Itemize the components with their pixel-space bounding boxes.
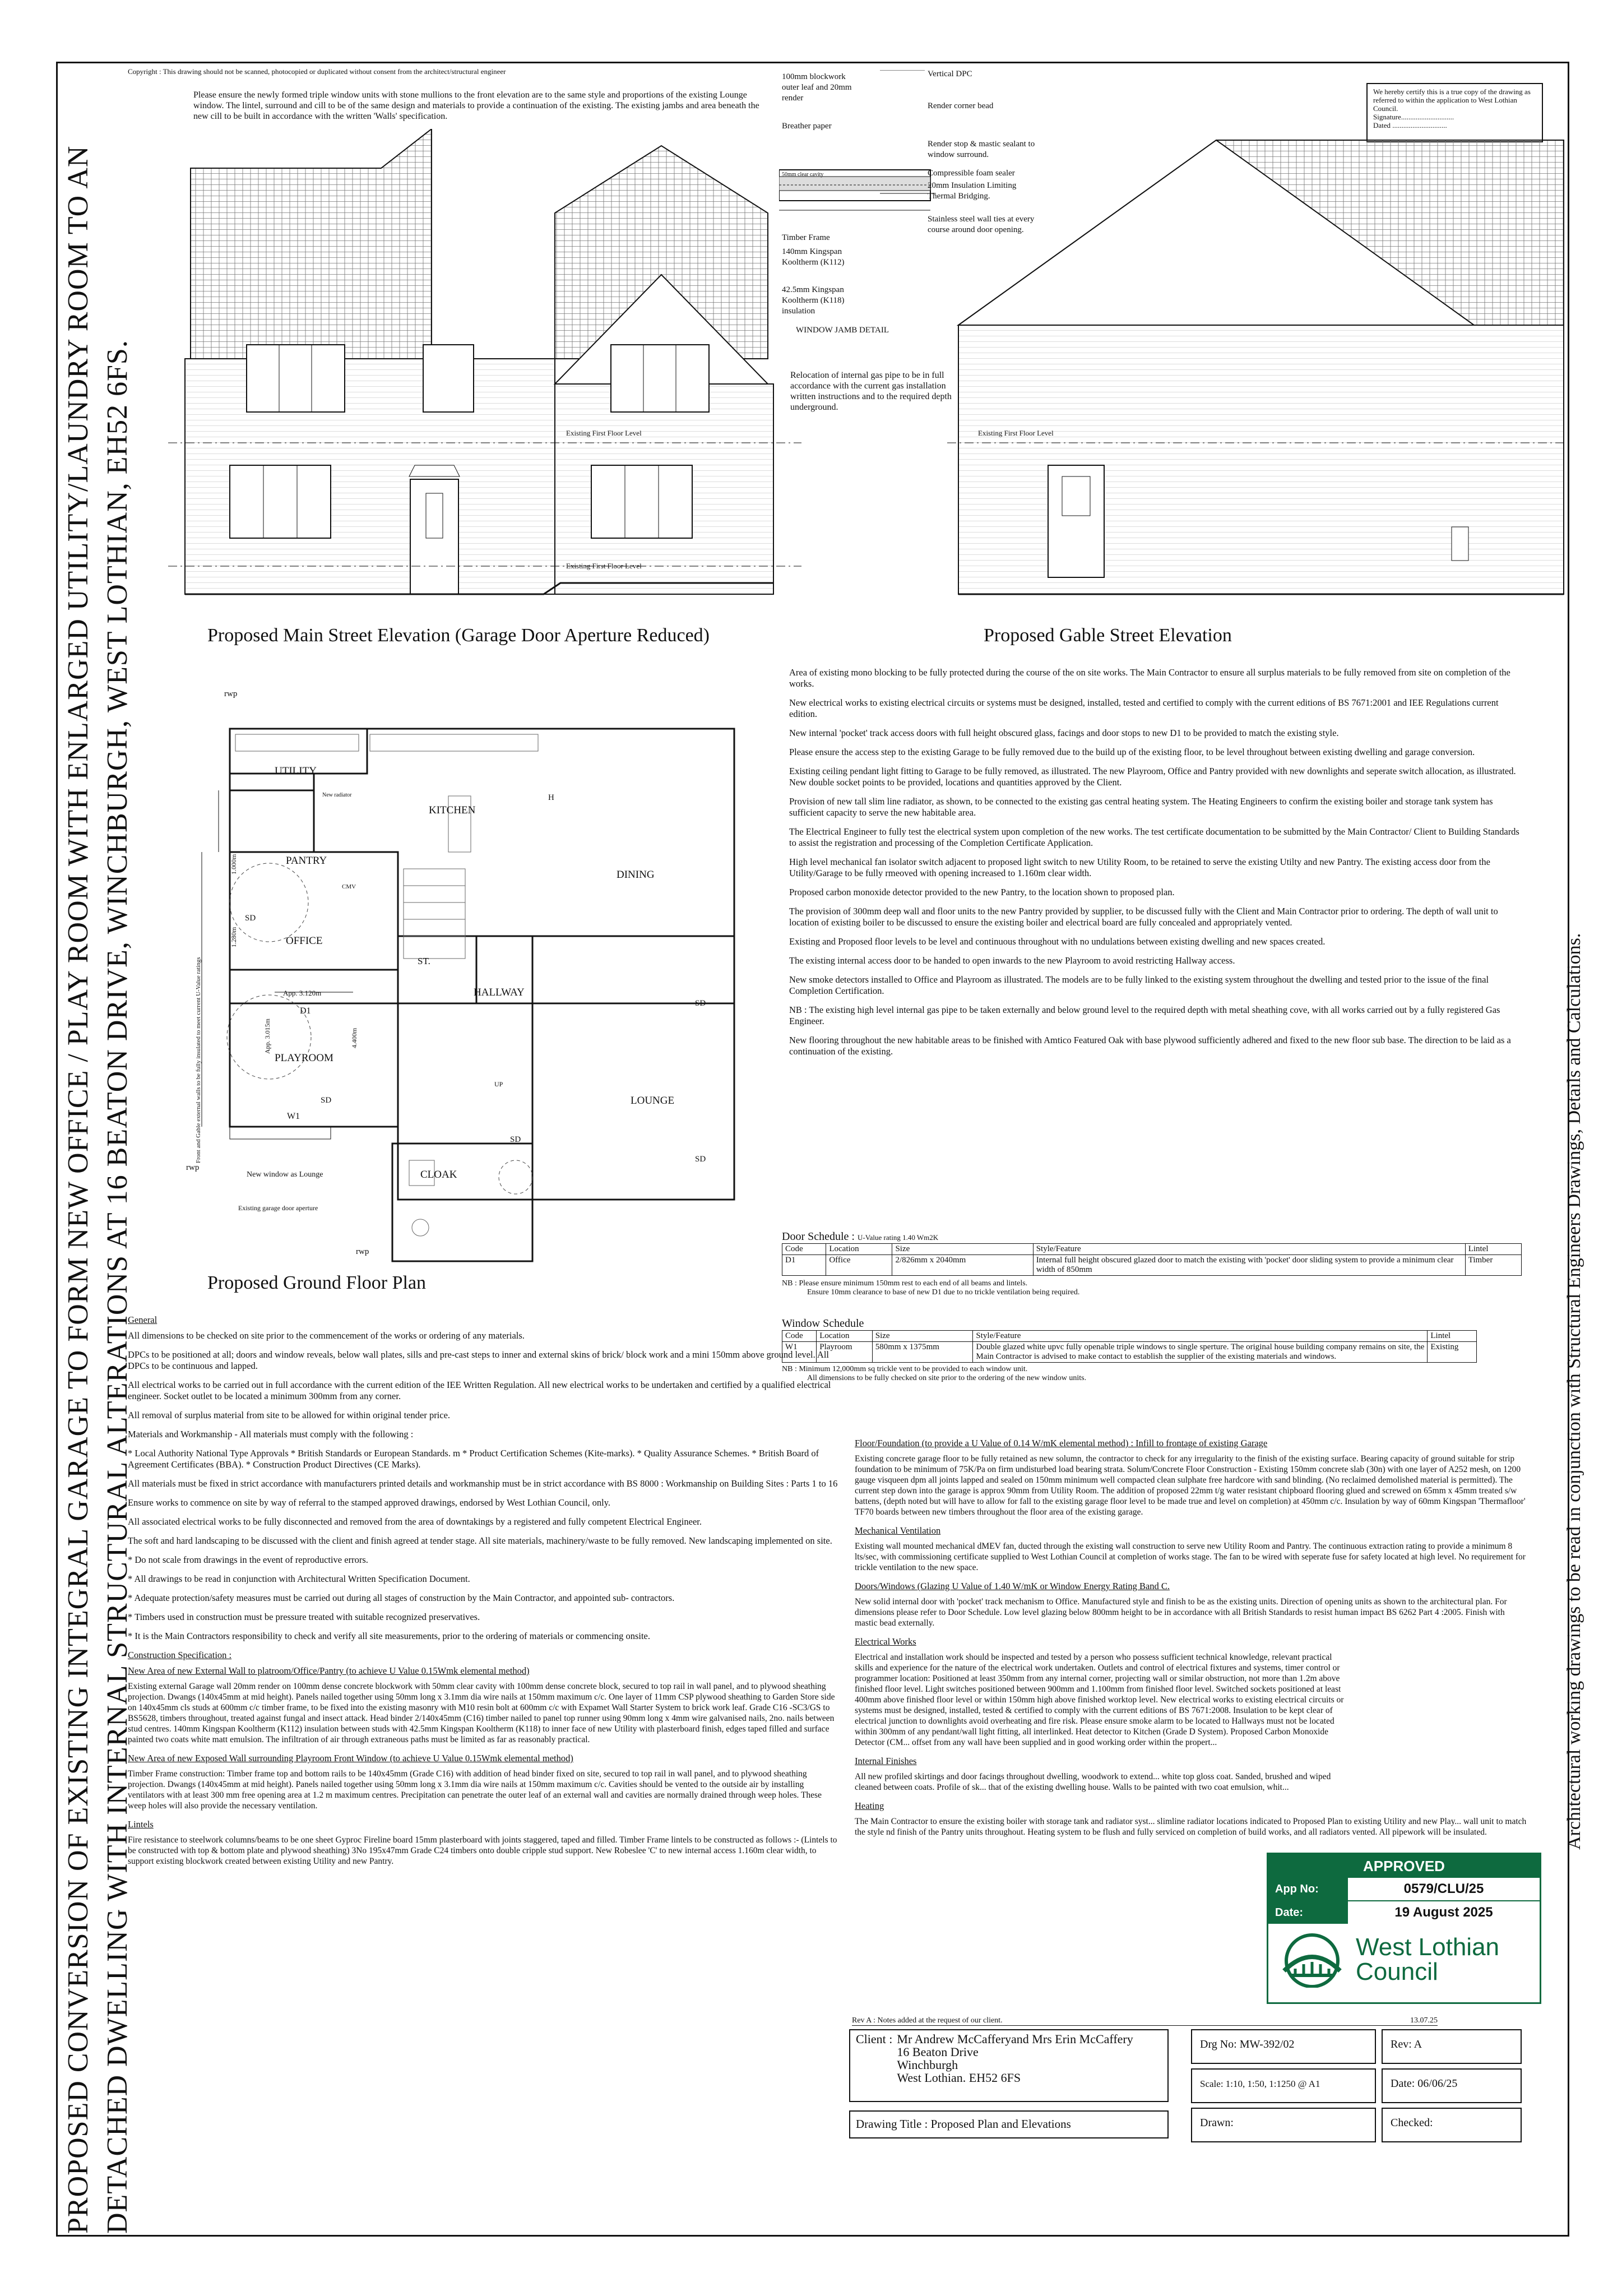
tag-rwp-top: rwp — [224, 689, 238, 698]
window-nb1: NB : Minimum 12,000mm sq trickle vent to be provided to each window unit. — [782, 1365, 1028, 1373]
tag-sd-lounge2: SD — [695, 1155, 706, 1164]
dim-office: 1.280m — [230, 927, 238, 947]
spec-finishes-text: All new profiled skirtings and door facings throughout dwelling, woodwork to extend... white top gloss coat. Sanded, brushed and wiped cleaned between coats. Profile of sk... that of the existing dwelling house. Walls to be painted with two coat emulsion, whit... — [855, 1772, 1331, 1792]
tag-new-radiator: New radiator — [322, 792, 352, 798]
plan-title: Proposed Ground Floor Plan — [207, 1272, 427, 1293]
window-cell: 580mm x 1375mm — [872, 1342, 973, 1363]
date-box: Date: 06/06/25 — [1382, 2068, 1522, 2103]
client-name: Mr Andrew McCafferyand Mrs Erin McCaffery — [897, 2032, 1133, 2046]
tag-rwp-bottom: rwp — [356, 1247, 369, 1256]
tag-w1: W1 — [287, 1112, 300, 1121]
jamb-label-blockwork: 100mm blockwork outer leaf and 20mm render — [782, 72, 852, 103]
note-13: New smoke detectors installed to Office and Playroom as illustrated. The models are to be fully linked to the existing system throughout the dwelling and tested prior to the issue of the final Completion Certification. — [789, 974, 1489, 996]
note-14: NB : The existing high level internal gas pipe to be taken externally and below ground level to the required depth with metal sheathing cove, with all works carried out by a fully registered Gas Engineer. — [789, 1004, 1500, 1026]
checked-box: Checked: — [1382, 2108, 1522, 2142]
exposed-wall-text: Timber Frame construction: Timber frame top and bottom rails to be 140x45mm (Grade C16) with addition of head binder fixed on site, secured to top rail in wall panel, and to plywood sheathing projection. Dwangs (140x45mm at mid height). Panels nailed together using 50mm long x 3.1mm dia wire nails at 150mm maximum c/c. Cavities should be vented to the outside air by installing ventilators with at least 300 mm free opening area at 1.2 m maximum centres. Precipitation can penetrate the outer leaf of an external wall and cavities are normally drained through weep holes. These weep holes will also provide the necessary ventilation. — [128, 1769, 822, 1811]
external-wall-text: Existing external Garage wall 20mm render on 100mm dense concrete blockwork with 50mm clear cavity with 100mm dense concrete block, secured to top rail in wall panel, and to plywood sheathing projection. Dwangs (140x45mm at mid height). Panels nailed together using 50mm long x 3.1mm dia wire nails at 150mm maximum c/c. One layer of 11mm CSP plywood sheathing to Garden Store side on 140x45mm cls studs at 600mm c/c timber frame, to be fixed into the existing masonry with M10 resin bolt at 600mm c/c with Expamet Wall Starter System to brick work leaf. Grade C16 -SC3/GS to BS5628, timbers throughout, treated against fungal and insect attack. Head binder 2/140x45mm (C16) timber nailed to panel top runner using 90mm long x 4mm wire galvanised nails, 2no. nails between stud centres. 140mm Kingspan Kooltherm (K112) insulation between studs with 42.5mm Kingspan Kooltherm (K118) to inner face of new Utility with plasterboard finish, edges taped filled and surface painted two coats white matt emulsion. The infiltration of air through extraneous paths must be limited as far as reasonably practical. — [128, 1682, 835, 1744]
door-schedule-title: Door Schedule : — [782, 1230, 855, 1243]
general-13: * Adequate protection/safety measures must be carried out during all stages of construction by the Main Contractor, and appointed sub- contractors. — [128, 1593, 675, 1603]
note-9: Proposed carbon monoxide detector provided to the new Pantry, to the location shown to proposed plan. — [789, 887, 1175, 897]
door-col-lintel: Lintel — [1465, 1244, 1521, 1255]
drawn-box: Drawn: — [1191, 2108, 1376, 2142]
window-cell: W1 — [782, 1342, 817, 1363]
stamp-approved: APPROVED — [1268, 1854, 1540, 1878]
tag-sd-office: SD — [245, 914, 256, 923]
general-4: All removal of surplus material from site to be allowed for within original tender price. — [128, 1410, 451, 1420]
project-title-vertical: PROPOSED CONVERSION OF EXISTING INTEGRAL GARAGE TO FORM NEW OFFICE / PLAY ROOM WITH ENLARGED UTILITY/LAUNDRY ROOM TO AN DETACHED DWELLING WITH INTERNAL STRUCTURAL ALTERATIONS AT 16 BEATON DRIVE, WINCHBURGH, WEST LOTHIAN, EH52 6FS. — [62, 145, 133, 2234]
council-logo-icon — [1273, 1932, 1351, 1988]
level-label-upper: Existing First Floor Level — [566, 429, 642, 437]
spec-doors-text: New solid internal door with 'pocket' track mechanism to Office. Manufactured style and finish to be as the existing units. Direction of opening units as shown to the architectural plan. For dimensions please refer to Door Schedule. Low level glazing below 800mm height to be in accordance with all British Standards to resist human impact BS 6262 Part 4 :2005. Finish with mastic bead externally. — [855, 1597, 1507, 1628]
jamb-label-insulation: 20mm Insulation Limiting Thermal Bridging. — [928, 181, 1017, 201]
general-9: All associated electrical works to be fully disconnected and removed from the area of downtakings by a registered and fully competent Electrical Engineer. — [128, 1516, 702, 1527]
general-5: Materials and Workmanship - All materials must comply with the following : — [128, 1429, 414, 1439]
council-name-2: Council — [1356, 1958, 1438, 1985]
engineer-note-vertical: Architectural working drawings to be read in conjunction with Structural Engineers Drawings, Details and Calculations. — [1564, 933, 1584, 1850]
room-dining: DINING — [617, 869, 655, 881]
wall-insulation-note: Front and Gable external walls to be fully insulated to meet current U-Value ratings — [195, 957, 202, 1163]
note-2: New electrical works to existing electrical circuits or systems must be designed, installed, tested and certified to comply with the current editions of BS 7671:2001 and IEE Regulations current edition. — [789, 697, 1499, 719]
table-row — [782, 1255, 1522, 1276]
window-col-location: Location — [817, 1331, 873, 1342]
jamb-label-corner-bead: Render corner bead — [928, 101, 994, 110]
client-label: Client : — [856, 2032, 893, 2046]
spec-heating-text: The Main Contractor to ensure the existing boiler with storage tank and radiator syst... slimline radiator locations indicated to Proposed Plan to existing Utility and new Play... wall unit to match the style nd finish of the Pantry units throughout. Heating system to be flush and fully serviced on completion of build works, and all radiators vented. All pipework will be insulated. — [855, 1817, 1527, 1837]
window-nb2: All dimensions to be fully checked on site prior to the ordering of the new window units. — [807, 1374, 1087, 1382]
door-col-location: Location — [826, 1244, 892, 1255]
revision-line — [852, 2016, 1438, 2026]
note-1: Area of existing mono blocking to be fully protected during the course of the on site works. The Main Contractor to ensure all surplus materials to be fully removed from site on completion of the works. — [789, 667, 1510, 689]
note-3: New internal 'pocket' track access doors with full height obscured glass, facings and door stops to new D1 to be provided to match the existing style. — [789, 728, 1339, 738]
general-3: All electrical works to be carried out in full accordance with the current edition of the IEE Written Regulation. All new electrical works to be undertaken and certified by a qualified electrical engineer. Socket outlet to be located a minimum 300mm from any corner. — [128, 1380, 831, 1401]
spec-electrical-heading: Electrical Works — [855, 1636, 916, 1647]
dim-pantry: 1.000m — [230, 854, 238, 874]
jamb-label-k112: 140mm Kingspan Kooltherm (K112) — [782, 247, 845, 267]
note-10: The provision of 300mm deep wall and floor units to the new Pantry provided by supplier, to be discussed fully with the Client and Main Contractor prior to ordering. The depth of wall unit to location of existing boiler to be discussed to ensure the existing boiler and electrical board are fully concealed and appropriately vented. — [789, 906, 1498, 928]
certify-text: We hereby certify this is a true copy of the drawing as referred to within the application to West Lothian Council. — [1373, 87, 1531, 113]
window-cell: Double glazed white upvc fully openable triple windows to single sperture. The original house building company remains on site, the Main Contractor is advised to make contact to establish the supplier of the existing materials and windows. — [973, 1342, 1428, 1363]
gable-elevation-title: Proposed Gable Street Elevation — [984, 625, 1232, 646]
gas-pipe-note: Relocation of internal gas pipe to be in full accordance with the current gas installation written instructions and to the required depth underground. — [790, 371, 952, 412]
scale-box: Scale: 1:10, 1:50, 1:1250 @ A1 — [1191, 2068, 1376, 2103]
main-elevation-title: Proposed Main Street Elevation (Garage Door Aperture Reduced) — [207, 625, 710, 646]
door-nb1: NB : Please ensure minimum 150mm rest to each end of all beams and lintels. — [782, 1279, 1028, 1288]
window-schedule-table — [782, 1330, 1477, 1363]
note-12: The existing internal access door to be handed to open inwards to the new Playroom to avoid restricting Hallway access. — [789, 955, 1235, 966]
general-14: * Timbers used in construction must be pressure treated with suitable recognized preservatives. — [128, 1612, 480, 1622]
jamb-detail-title: WINDOW JAMB DETAIL — [796, 326, 889, 335]
stamp-date: 19 August 2025 — [1394, 1905, 1493, 1920]
door-cell: Office — [826, 1255, 892, 1276]
room-lounge: LOUNGE — [631, 1095, 675, 1107]
dim-app-width: App. 3.120m — [283, 989, 322, 997]
door-nb2: Ensure 10mm clearance to base of new D1 due to no trickle ventilation being required. — [807, 1288, 1080, 1297]
jamb-label-k118: 42.5mm Kingspan Kooltherm (K118) insulation — [782, 285, 845, 316]
door-cell: Internal full height obscured glazed door to match the existing with 'pocket' door sliding system to provide a minimum clear width of 850mm — [1033, 1255, 1465, 1276]
drawing-number-box: Drg No: MW-392/02 — [1191, 2029, 1376, 2064]
spec-electrical-text: Electrical and installation work should be inspected and tested by a person who possess sufficient technical knowledge, relevant practical skills and experience for the nature of the electrical work undertaken. Outlets and control of electrical fixtures and systems, timer control or programmer location: Positioned at least 350mm from any internal corner, projecting wall or similar obstruction, not more than 1.2m above finished floor level. Light switches positioned between 900mm and 1.100mm from finished floor level. Switched sockets positioned at least 400mm above finished floor level or within 150mm high above finished worktop level. New electrical works to existing electrical circuits or systems must be designed, installed, tested & certified to comply with the current editions of BS 7671:2008. Insulation to be kept clear of electrical junction to downlights avoid overheating and fire risk. Please ensure smoke alarm to be located to Hallways must not be located within 300mm of any pendant/wall light fitting, all interlinked. Heat detector to Kitchen (Grade D System). Proposed Carbon Monoxide Detector (CM... offset from any wall have been supplied and in good working order within the propert... — [855, 1652, 1344, 1747]
dim-playroom: 4.400m — [350, 1027, 358, 1048]
door-col-code: Code — [782, 1244, 826, 1255]
window-cell: Existing — [1428, 1342, 1477, 1363]
new-window-note: New window as Lounge — [247, 1170, 323, 1179]
tag-h: H — [548, 793, 554, 802]
room-utility: UTILITY — [275, 765, 317, 777]
window-col-lintel: Lintel — [1428, 1331, 1477, 1342]
client-box — [849, 2029, 1169, 2102]
lintels-text: Fire resistance to steelwork columns/beams to be one sheet Gyproc Fireline board 15mm plasterboard with joints staggered, taped and filled. Timber Frame lintels to be constructed as follows :- (Lintels to be constructed with top & bottom plate and plywood sheathing) 3No 195x47mm Grade C24 timbers onto double cripple stud support. New Robeslee 'C' to new internal access 1.160m clear width, to support existing blockwork created between existing Utility and new Pantry. — [128, 1835, 837, 1866]
door-col-size: Size — [892, 1244, 1033, 1255]
room-pantry: PANTRY — [286, 855, 327, 867]
jamb-label-breather: Breather paper — [782, 122, 832, 131]
window-note: Please ensure the newly formed triple window units with stone mullions to the front elevation are to the same style and proportions of the existing Lounge window. The lintel, surround and cill to be of the same design and materials to provide a continuation of the existing. The existing jambs and area beneath the new cill to be built in accordance with the written 'Walls' specification. — [193, 90, 759, 121]
window-col-style: Style/Feature — [973, 1331, 1428, 1342]
certify-dated: Dated .............................. — [1373, 121, 1447, 129]
room-playroom: PLAYROOM — [275, 1052, 333, 1064]
stamp-app-label: App No: — [1268, 1878, 1348, 1900]
jamb-label-cavity: 50mm clear cavity — [782, 172, 824, 178]
garage-door-note: Existing garage door aperture — [238, 1204, 318, 1212]
door-schedule-uvalue: U-Value rating 1.40 Wm2K — [857, 1233, 939, 1242]
window-schedule-title: Window Schedule — [782, 1317, 864, 1330]
revision-text: Rev A : Notes added at the request of our client. — [852, 2016, 1003, 2025]
exposed-wall-heading: New Area of new Exposed Wall surrounding Playroom Front Window (to achieve U Value 0.15Wmk elemental method) — [128, 1753, 573, 1763]
level-label-lower: Existing First Floor Level — [566, 562, 642, 570]
window-col-code: Code — [782, 1331, 817, 1342]
revision-date: 13.07.25 — [1410, 2016, 1438, 2025]
room-store: ST. — [418, 956, 430, 966]
right-notes — [789, 667, 1523, 1065]
general-12: * All drawings to be read in conjunction with Architectural Written Specification Document. — [128, 1573, 470, 1584]
room-hallway: HALLWAY — [474, 987, 525, 998]
tag-cmv: CMV — [342, 883, 356, 890]
room-cloak: CLOAK — [420, 1169, 457, 1181]
general-7: All materials must be fixed in strict accordance with manufacturers printed details and workmanship must be in strict accordance with BS 8000 : Workmanship on Building Sites : Parts 1 to 16 — [128, 1478, 838, 1489]
client-address-2: Winchburgh — [897, 2058, 958, 2072]
spec-floor-heading: Floor/Foundation (to provide a U Value of 0.14 W/mK elemental method) : Infill to frontage of existing Garage — [855, 1438, 1268, 1448]
door-schedule — [782, 1230, 1522, 1297]
window-col-size: Size — [872, 1331, 973, 1342]
general-10: The soft and hard landscaping to be discussed with the client and finish agreed at tender stage. All site materials, machinery/waste to be fully removed. New landscaping implemented on site. — [128, 1535, 832, 1546]
gable-elevation-drawing — [947, 129, 1569, 617]
table-row — [782, 1342, 1477, 1363]
door-cell: 2/826mm x 2040mm — [892, 1255, 1033, 1276]
tag-sd-playroom: SD — [321, 1096, 332, 1105]
stamp-app-no: 0579/CLU/25 — [1403, 1881, 1484, 1896]
jamb-label-foam: Compressible foam sealer — [928, 169, 1015, 178]
window-cell: Playroom — [817, 1342, 873, 1363]
room-kitchen: KITCHEN — [429, 804, 476, 816]
spec-doors-heading: Doors/Windows (Glazing U Value of 1.40 W/mK or Window Energy Rating Band C. — [855, 1581, 1170, 1591]
external-wall-heading: New Area of new External Wall to platroom/Office/Pantry (to achieve U Value 0.15Wmk elemental method) — [128, 1665, 530, 1676]
tag-sd-hall: SD — [510, 1135, 521, 1144]
spec-floor-text: Existing concrete garage floor to be fully retained as new solumn, the contractor to check for any irregularity to the finish of the existing surface. Bearing capacity of ground suitable for strip foundation to be minimum of 75K/Pa on firm undisturbed load bearing strata. Solum/Concrete Floor Construction - Existing 150mm concrete slab (30n) with one layer of A252 mesh, on 1200 gauge visqueen dpm all joints lapped and sealed on 150mm minimum well compacted clean sulphate free hardcore with sand blinding. (No reclaimed demolished material is permitted). The current step down into the garage is approx 90mm from Utility Room. The addition of proposed 22mm t/g water resistant chipboard flooring glued and screwed on 65mm x 45mm treated s/w battens, (depth noted but will have to allow for fall to the existing garage floor level to be made true and level on completion) at 450mm c/c. Insulation by way of 60mm Kingspan 'Thermafloor' TF70 boards between new timbers throughout the floor area of the existing garage. — [855, 1454, 1526, 1517]
general-11: * Do not scale from drawings in the event of reproductive errors. — [128, 1554, 368, 1565]
note-4: Please ensure the access step to the existing Garage to be fully removed due to the build up of the existing floor, to be level throughout between existing dwelling and garage conversion. — [789, 747, 1475, 757]
general-specification — [128, 1314, 840, 1874]
general-2: DPCs to be positioned at all; doors and window reveals, below wall plates, sills and pre-cast steps to inner and external skins of brick/ block work and a mini 150mm above ground level. All DPCs to be continuous and lapped. — [128, 1349, 829, 1371]
general-1: All dimensions to be checked on site prior to the commencement of the works or ordering of any materials. — [128, 1330, 525, 1341]
door-schedule-table — [782, 1243, 1522, 1276]
gable-level-label: Existing First Floor Level — [978, 429, 1054, 437]
note-7: The Electrical Engineer to fully test the electrical system upon completion of the new works. The test certificate documentation to be submitted by the Main Contractor/ Client to Building Standards to assist the registration and processing of the Completion Certificate Application. — [789, 826, 1519, 848]
general-15: * It is the Main Contractors responsibility to check and verify all site measurements, prior to the ordering of materials or commencing onsite. — [128, 1631, 651, 1641]
spec-vent-heading: Mechanical Ventilation — [855, 1525, 941, 1536]
door-col-style: Style/Feature — [1033, 1244, 1465, 1255]
window-schedule — [782, 1317, 1522, 1383]
dim-app-depth: App. 3.015m — [263, 1019, 271, 1054]
jamb-label-wall-ties: Stainless steel wall ties at every course around door opening. — [928, 215, 1035, 234]
right-specification — [855, 1438, 1527, 1845]
jamb-label-render-stop: Render stop & mastic sealant to window surround. — [928, 140, 1035, 159]
general-heading: General — [128, 1314, 157, 1325]
room-office: OFFICE — [286, 935, 323, 947]
note-8: High level mechanical fan isolator switch adjacent to proposed light switch to new Utility Room, to be retained to serve the existing Utilty and new Pantry. The existing access door from the Utility/Garage to be fully rmeoved with opening increased to 1.160m clear width. — [789, 857, 1490, 878]
lintels-heading: Lintels — [128, 1819, 154, 1830]
note-11: Existing and Proposed floor levels to be level and continuous throughout with no undulations between existing dwelling and new spaces created. — [789, 936, 1326, 947]
door-cell: Timber — [1465, 1255, 1521, 1276]
tag-rwp-left: rwp — [186, 1163, 200, 1172]
copyright-note: Copyright : This drawing should not be scanned, photocopied or duplicated without consent from the architect/structural engineer — [128, 67, 506, 76]
tag-sd-lounge: SD — [695, 999, 706, 1008]
door-cell: D1 — [782, 1255, 826, 1276]
spec-vent-text: Existing wall mounted mechanical dMEV fan, ducted through the existing wall construction to serve new Utility Room and Pantry. The continuous extraction rating to provide a minimum 8 lts/sec, with commissioning certificate supplied to West Lothian Council at completion of works stage. The fan to be wired with seperate fuse for safety located at high level. No requirement for trickle ventilation to the new space. — [855, 1542, 1526, 1572]
drawing-title-box: Drawing Title : Proposed Plan and Elevations — [849, 2110, 1169, 2138]
client-address-3: West Lothian. EH52 6FS — [897, 2071, 1021, 2085]
tag-d1: D1 — [300, 1006, 311, 1016]
general-8: Ensure works to commence on site by way of referral to the stamped approved drawings, endorsed by West Lothian Council, only. — [128, 1497, 611, 1508]
approval-stamp — [1267, 1853, 1541, 2004]
main-elevation-drawing — [168, 129, 801, 633]
construction-heading: Construction Specification : — [128, 1650, 232, 1660]
spec-heating-heading: Heating — [855, 1800, 884, 1811]
stamp-date-label: Date: — [1268, 1901, 1348, 1924]
tag-up: UP — [494, 1080, 503, 1088]
spec-finishes-heading: Internal Finishes — [855, 1756, 917, 1766]
jamb-label-dpc: Vertical DPC — [928, 70, 972, 78]
jamb-label-timber-frame: Timber Frame — [782, 233, 830, 242]
note-15: New flooring throughout the new habitable areas to be finished with Amtico Featured Oak with base plywood sufficiently adhered and fixed to the new floor sub base. The direction to be laid as a continuation of the existing. — [789, 1035, 1511, 1057]
rev-box: Rev: A — [1382, 2029, 1522, 2064]
client-address-1: 16 Beaton Drive — [897, 2045, 979, 2059]
note-5: Existing ceiling pendant light fitting to Garage to be fully removed, as illustrated. The new Playroom, Office and Pantry provided with new downlights and seperate switch allocation, as illustrated. New double socket points to be provided, locations and quantities approved by the Client. — [789, 766, 1516, 788]
council-name-1: West Lothian — [1356, 1933, 1500, 1961]
general-6: * Local Authority National Type Approvals * British Standards or European Standards. m * Product Certification Schemes (Kite-marks). * Quality Assurance Schemes. * British Board of Agreement Certificates (BBA). * Construction Product Directives (CE Marks). — [128, 1448, 819, 1470]
note-6: Provision of new tall slim line radiator, as shown, to be connected to the existing gas central heating system. The Heating Engineers to confirm the existing boiler and storage tank system has sufficient capacity to serve the new habitable area. — [789, 796, 1493, 818]
certify-signature: Signature............................. — [1373, 113, 1454, 121]
